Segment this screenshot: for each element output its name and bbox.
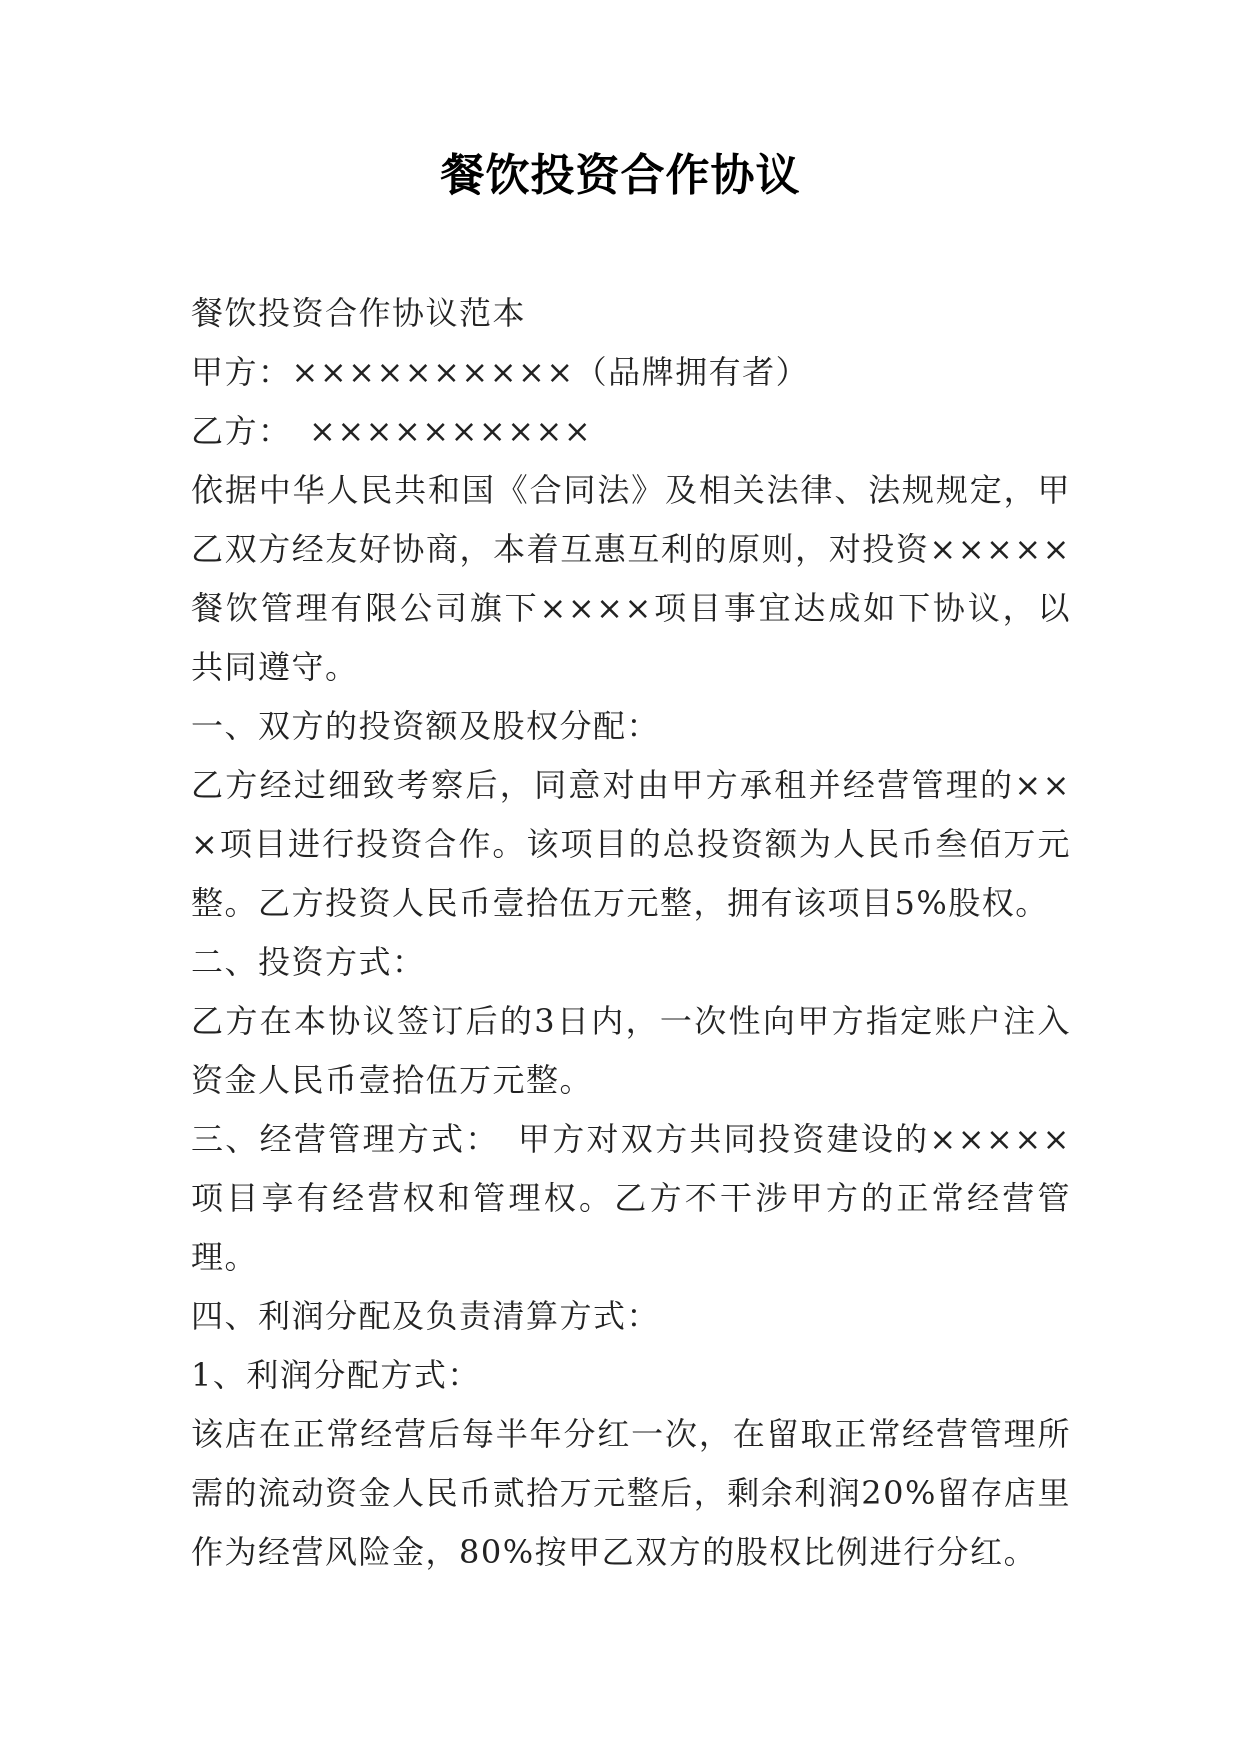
method-paragraph: 乙方在本协议签订后的3日内，一次性向甲方指定账户注入资金人民币壹拾伍万元整。 [191,1002,1071,1099]
preamble-paragraph: 依据中华人民共和国《合同法》及相关法律、法规规定，甲乙双方经友好协商，本着互惠互利的原则，对投资×××××餐饮管理有限公司旗下××××项目事宜达成如下协议，以共同遵守。 [191,471,1071,686]
section-heading-profit: 四、利润分配及负责清算方式： [191,1297,661,1335]
subsection-heading-profit: 1、利润分配方式： [191,1356,481,1394]
investment-paragraph: 乙方经过细致考察后，同意对由甲方承租并经营管理的×××项目进行投资合作。该项目的总投资额为人民币叁佰万元整。乙方投资人民币壹拾伍万元整，拥有该项目5%股权。 [191,766,1071,922]
section-heading-investment: 一、双方的投资额及股权分配： [191,707,661,745]
management-paragraph: 三、经营管理方式： 甲方对双方共同投资建设的×××××项目享有经营权和管理权。乙方不干涉甲方的正常经营管理。 [191,1120,1071,1276]
document-body [191,284,1071,1582]
party-a-line: 甲方：××××××××××（品牌拥有者） [191,353,810,391]
document-title: 餐饮投资合作协议 [440,150,801,201]
section-heading-method: 二、投资方式： [191,943,426,981]
subtitle-line: 餐饮投资合作协议范本 [191,294,527,332]
party-b-line: 乙方： ×××××××××× [191,412,593,450]
profit-paragraph: 该店在正常经营后每半年分红一次，在留取正常经营管理所需的流动资金人民币贰拾万元整后，剩余利润20%留存店里作为经营风险金，80%按甲乙双方的股权比例进行分红。 [191,1415,1071,1571]
